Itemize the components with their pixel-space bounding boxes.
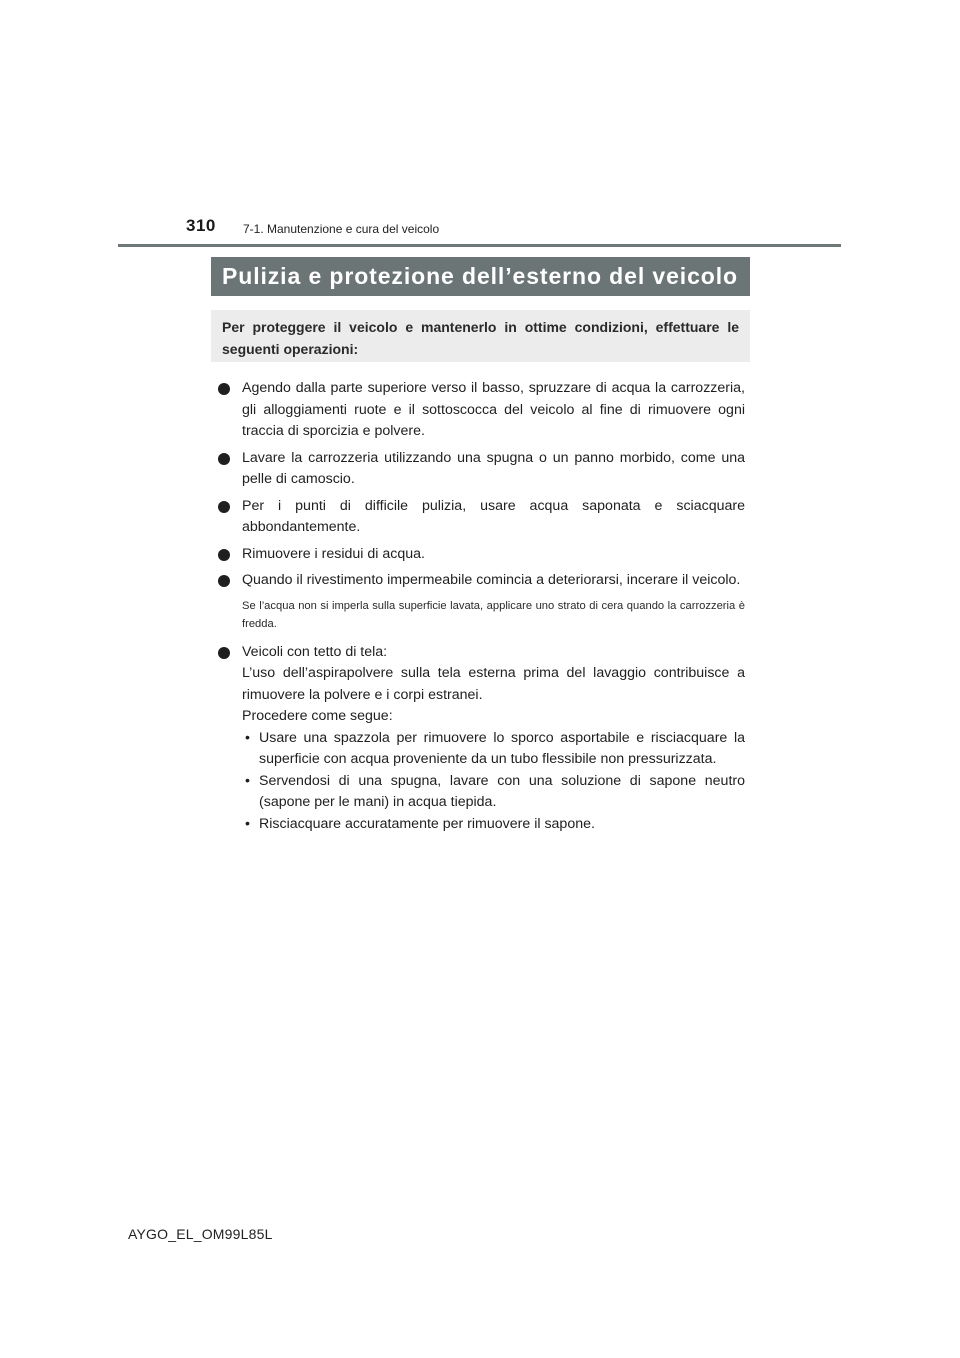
list-item <box>215 496 745 539</box>
document-code: AYGO_EL_OM99L85L <box>128 1226 273 1242</box>
bullet-dot-icon <box>218 501 230 513</box>
list-item-text: Per i punti di difficile pulizia, usare acqua saponata e sciacquare abbondantemente. <box>242 497 745 535</box>
sub-bullet-icon: • <box>245 772 250 789</box>
intro-box <box>211 310 750 362</box>
procedure-step <box>242 771 745 814</box>
sub-bullet-icon: • <box>245 729 250 746</box>
list-item-text: Agendo dalla parte superiore verso il basso, spruzzare di acqua la carrozzeria, gli alloggiamenti ruote e il sottoscocca del veicolo al fine di rimuovere ogni traccia di sporcizia e polvere. <box>242 380 745 439</box>
procedure-step-text: Risciacquare accuratamente per rimuovere il sapone. <box>259 815 595 832</box>
section-label: 7-1. Manutenzione e cura del veicolo <box>243 222 440 236</box>
bullet-dot-icon <box>218 575 230 587</box>
list-item <box>215 570 745 592</box>
bullet-dot-icon <box>218 453 230 465</box>
procedure-step <box>242 728 745 771</box>
procedure-steps <box>242 728 745 836</box>
bullet-dot-icon <box>218 549 230 561</box>
wax-note: Se l’acqua non si imperla sulla superficie lavata, applicare uno strato di cera quando la carrozzeria è fredda. <box>242 599 745 630</box>
list-item <box>215 378 745 443</box>
sub-bullet-icon: • <box>245 815 250 832</box>
page-title-bar <box>211 257 750 296</box>
list-item <box>215 448 745 491</box>
list-item-text: Lavare la carrozzeria utilizzando una spugna o un panno morbido, come una pelle di camoscio. <box>242 449 745 487</box>
intro-text: Per proteggere il veicolo e mantenerlo in ottime condizioni, effettuare le seguenti operazioni: <box>222 319 739 357</box>
list-item-text: Quando il rivestimento impermeabile comincia a deteriorarsi, incerare il veicolo. <box>242 572 741 588</box>
fabric-roof-heading: Veicoli con tetto di tela: <box>242 643 388 660</box>
page-number: 310 <box>186 216 216 235</box>
fabric-roof-section <box>215 642 745 836</box>
fabric-roof-description: L’uso dell’aspirapolvere sulla tela esterna prima del lavaggio contribuisce a rimuovere la polvere e i corpi estranei. <box>242 665 745 703</box>
procedure-step-text: Servendosi di una spugna, lavare con una soluzione di sapone neutro (sapone per le mani) in acqua tiepida. <box>259 772 745 810</box>
bullet-dot-icon <box>218 383 230 395</box>
page-title: Pulizia e protezione dell’esterno del veicolo <box>222 263 738 289</box>
list-item-text: Rimuovere i residui di acqua. <box>242 545 425 562</box>
main-content <box>215 378 745 840</box>
procedure-step-text: Usare una spazzola per rimuovere lo sporco asportabile e risciacquare la superficie con acqua proveniente da un tubo flessibile non pressurizzata. <box>259 729 745 767</box>
bullet-dot-icon <box>218 647 230 659</box>
procedure-step <box>242 814 745 836</box>
list-item <box>215 544 745 566</box>
procedure-label: Procedere come segue: <box>242 708 393 724</box>
header-divider <box>118 244 841 247</box>
